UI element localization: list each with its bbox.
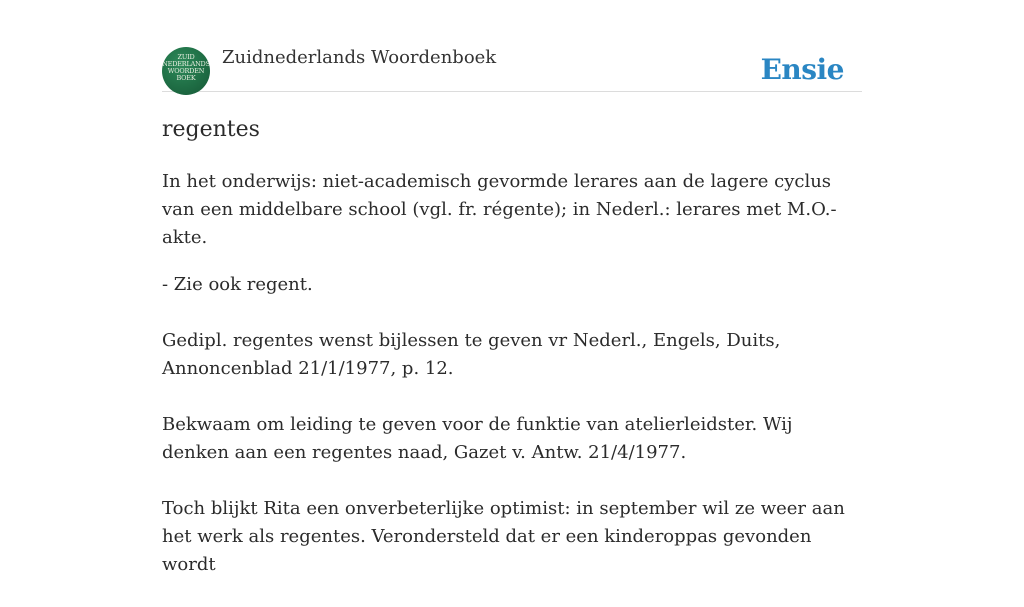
dictionary-logo[interactable] [162, 47, 210, 95]
see-also-text: - Zie ook regent. [162, 274, 313, 295]
logo-lettering: ZUID NEDERLANDS WOORDEN BOEK [162, 53, 210, 82]
page [162, 0, 862, 575]
site-header [162, 44, 862, 92]
example-quote: Toch blijkt Rita een onverbeterlijke optimist: in september wil ze weer aan het werk als regentes. Verondersteld dat er een kinderoppas gevonden wordt [162, 498, 845, 575]
entry-definition: In het onderwijs: niet-academisch gevormde lerares aan de lagere cyclus van een middelbare school (vgl. fr. régente); in Nederl.: lerares met M.O.-akte. [162, 171, 837, 248]
site-name[interactable]: Zuidnederlands Woordenboek [222, 47, 497, 68]
entry-title: regentes [162, 117, 260, 142]
entry-content [162, 168, 862, 607]
ensie-brand-link[interactable]: Ensie [760, 53, 844, 86]
example-quote: Bekwaam om leiding te geven voor de funktie van atelierleidster. Wij denken aan een regentes naad, Gazet v. Antw. 21/4/1977. [162, 414, 793, 463]
example-quote: Gedipl. regentes wenst bijlessen te geven vr Nederl., Engels, Duits, Annoncenblad 21/1/1977, p. 12. [162, 330, 781, 379]
